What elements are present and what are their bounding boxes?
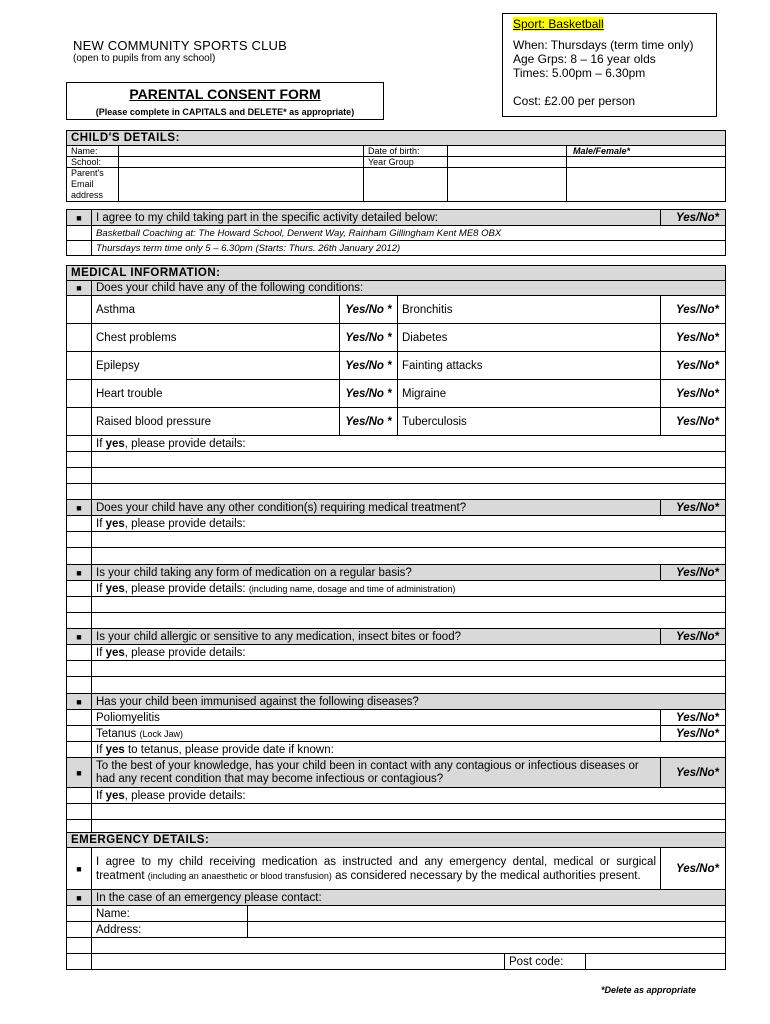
school-label: School: — [67, 157, 119, 168]
blank-cell — [67, 241, 92, 256]
medical-info-table — [66, 265, 726, 836]
details-prompt: If yes, please provide details: — [92, 788, 726, 804]
cost-text: Cost: £2.00 per person — [513, 94, 636, 108]
details-prompt: If yes, please provide details: (including name, dosage and time of administration) — [92, 581, 726, 597]
details-line[interactable] — [92, 548, 726, 565]
details-line[interactable] — [92, 484, 726, 500]
activity-time: Thursdays term time only 5 – 6.30pm (Starts: Thurs. 26th January 2012) — [92, 241, 726, 256]
sport-label: Sport: Basketball — [513, 17, 604, 31]
activity-info-box — [502, 13, 717, 117]
condition-heart: Heart trouble — [92, 380, 340, 408]
emergency-consent-text: I agree to my child receiving medication as instructed and any emergency dental, medical or surgical treatment (including an anaesthetic or blood transfusion) as considered necessary by the medical authorities present. — [92, 848, 661, 890]
details-line[interactable] — [92, 532, 726, 548]
delete-note: *Delete as appropriate — [600, 985, 696, 995]
contact-address-line[interactable] — [92, 938, 726, 954]
details-line[interactable] — [92, 613, 726, 629]
year-label: Year Group — [364, 157, 448, 168]
school-field[interactable] — [119, 157, 364, 168]
form-subtitle: (Please complete in CAPITALS and DELETE* as appropriate) — [95, 107, 355, 117]
dob-label: Date of birth: — [364, 146, 448, 157]
tetanus-label: Tetanus (Lock Jaw) — [92, 726, 661, 742]
details-line[interactable] — [92, 804, 726, 820]
emergency-consent-yes-no[interactable]: Yes/No* — [661, 848, 726, 890]
details-prompt: If yes, please provide details: — [92, 436, 726, 452]
tetanus-date-prompt: If yes to tetanus, please provide date if known: — [92, 742, 726, 758]
epilepsy-yes-no[interactable]: Yes/No * — [340, 352, 398, 380]
agree-yes-no[interactable]: Yes/No* — [661, 210, 726, 226]
fainting-yes-no[interactable]: Yes/No* — [661, 352, 726, 380]
contact-address-field[interactable] — [248, 922, 726, 938]
contact-name-field[interactable] — [248, 906, 726, 922]
tuberculosis-yes-no[interactable]: Yes/No* — [661, 408, 726, 436]
when-text: When: Thursdays (term time only) — [513, 38, 694, 52]
polio-yes-no[interactable]: Yes/No* — [661, 710, 726, 726]
bronchitis-yes-no[interactable]: Yes/No* — [661, 296, 726, 324]
activity-venue: Basketball Coaching at: The Howard School, Derwent Way, Rainham Gillingham Kent ME8 OBX — [92, 226, 726, 241]
bullet-icon: ■ — [67, 848, 92, 890]
child-details-table — [66, 130, 726, 202]
conditions-question: Does your child have any of the following conditions: — [92, 281, 726, 296]
club-subtitle: (open to pupils from any school) — [73, 53, 216, 64]
details-line[interactable] — [92, 452, 726, 468]
form-title: PARENTAL CONSENT FORM — [129, 86, 321, 102]
tetanus-yes-no[interactable]: Yes/No* — [661, 726, 726, 742]
times-text: Times: 5.00pm – 6.30pm — [513, 66, 646, 80]
condition-migraine: Migraine — [398, 380, 661, 408]
bullet-icon: ■ — [67, 500, 92, 516]
bullet-icon: ■ — [67, 890, 92, 906]
condition-epilepsy: Epilepsy — [92, 352, 340, 380]
contact-address-label: Address: — [92, 922, 248, 938]
age-text: Age Grps: 8 – 16 year olds — [513, 52, 656, 66]
asthma-yes-no[interactable]: Yes/No * — [340, 296, 398, 324]
year-field[interactable] — [448, 157, 567, 168]
bullet-icon: ■ — [67, 281, 92, 296]
postcode-field[interactable] — [586, 954, 726, 970]
medical-header: MEDICAL INFORMATION: — [67, 266, 726, 281]
immunised-question: Has your child been immunised against the following diseases? — [92, 694, 726, 710]
condition-fainting: Fainting attacks — [398, 352, 661, 380]
condition-bronchitis: Bronchitis — [398, 296, 661, 324]
other-conditions-question: Does your child have any other condition(s) requiring medical treatment? — [92, 500, 661, 516]
details-prompt: If yes, please provide details: — [92, 645, 726, 661]
condition-tuberculosis: Tuberculosis — [398, 408, 661, 436]
details-line[interactable] — [92, 661, 726, 677]
details-line[interactable] — [92, 597, 726, 613]
polio-label: Poliomyelitis — [92, 710, 661, 726]
club-name: NEW COMMUNITY SPORTS CLUB — [73, 38, 287, 53]
bullet-icon: ■ — [67, 565, 92, 581]
name-field[interactable] — [119, 146, 364, 157]
chest-yes-no[interactable]: Yes/No * — [340, 324, 398, 352]
other-conditions-yes-no[interactable]: Yes/No* — [661, 500, 726, 516]
bullet-icon: ■ — [67, 694, 92, 710]
contact-address-line[interactable] — [92, 954, 505, 970]
allergy-yes-no[interactable]: Yes/No* — [661, 629, 726, 645]
emergency-header: EMERGENCY DETAILS: — [67, 833, 726, 848]
dob-field[interactable] — [448, 146, 567, 157]
activity-agreement-table — [66, 209, 726, 256]
email-field-4[interactable] — [567, 168, 726, 202]
condition-diabetes: Diabetes — [398, 324, 661, 352]
contagious-yes-no[interactable]: Yes/No* — [661, 758, 726, 788]
details-line[interactable] — [92, 468, 726, 484]
email-field-3[interactable] — [448, 168, 567, 202]
blood-pressure-yes-no[interactable]: Yes/No * — [340, 408, 398, 436]
contagious-question: To the best of your knowledge, has your child been in contact with any contagious or infectious diseases or had any recent condition that may become infectious or contagious? — [92, 758, 661, 788]
blank-cell — [67, 226, 92, 241]
heart-yes-no[interactable]: Yes/No * — [340, 380, 398, 408]
condition-asthma: Asthma — [92, 296, 340, 324]
email-field-2[interactable] — [364, 168, 448, 202]
allergy-question: Is your child allergic or sensitive to any medication, insect bites or food? — [92, 629, 661, 645]
condition-blood-pressure: Raised blood pressure — [92, 408, 340, 436]
form-title-box — [66, 82, 384, 120]
condition-chest: Chest problems — [92, 324, 340, 352]
agree-text: I agree to my child taking part in the specific activity detailed below: — [92, 210, 661, 226]
child-details-header: CHILD'S DETAILS: — [67, 131, 726, 146]
bullet-icon: ■ — [67, 758, 92, 788]
medication-question: Is your child taking any form of medication on a regular basis? — [92, 565, 661, 581]
details-prompt: If yes, please provide details: — [92, 516, 726, 532]
emergency-details-table — [66, 832, 726, 970]
bullet-icon: ■ — [67, 210, 92, 226]
email-field[interactable] — [119, 168, 364, 202]
emergency-contact-prompt: In the case of an emergency please contact: — [92, 890, 726, 906]
migraine-yes-no[interactable]: Yes/No* — [661, 380, 726, 408]
email-label: Parent's Email address — [67, 168, 119, 202]
name-label: Name: — [67, 146, 119, 157]
contact-name-label: Name: — [92, 906, 248, 922]
postcode-label: Post code: — [505, 954, 586, 970]
details-line[interactable] — [92, 677, 726, 694]
gender-field[interactable]: Male/Female* — [567, 146, 726, 157]
medication-yes-no[interactable]: Yes/No* — [661, 565, 726, 581]
diabetes-yes-no[interactable]: Yes/No* — [661, 324, 726, 352]
bullet-icon: ■ — [67, 629, 92, 645]
blank-cell — [567, 157, 726, 168]
